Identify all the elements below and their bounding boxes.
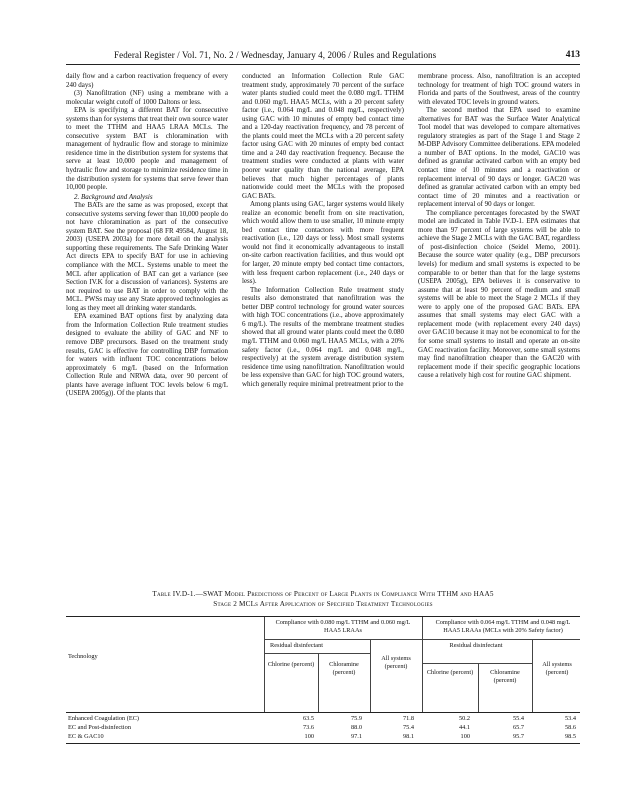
table-row (66, 724, 580, 733)
data-table (66, 616, 580, 747)
value-cell: 63.5 (302, 715, 314, 722)
residual-disinfectant-header: Residual disinfectant (270, 642, 323, 649)
value-cell: 55.4 (512, 715, 524, 722)
section-subheading: 2. Background and Analysis (74, 192, 153, 201)
value-cell: 44.1 (458, 724, 470, 731)
paragraph: (3) Nanofiltration (NF) using a membrane with a molecular weight cutoff of 1000 Daltons or less. (66, 89, 228, 106)
table-caption-line-2: Stage 2 MCLs After Application of Specified Treatment Technologies (213, 600, 433, 608)
value-cell: 75.4 (402, 724, 414, 731)
value-cell: 53.4 (564, 715, 576, 722)
paragraph: EPA is specifying a different BAT for consecutive systems than for systems that treat their own source water to meet the TTHM and HAA5 LRAA MCLs. The consecutive system BAT is chloramination with management of hydraulic flow and storage to minimize residence time in the distribution system for systems that serve at least 10,000 people and management of hydraulic flow and storage to minimize residence time in the distribution system for systems that serve fewer than 10,000 people. (66, 106, 228, 192)
paragraph: daily flow and a carbon reactivation frequency of every 240 days) (66, 72, 228, 89)
paragraph: The BATs are the same as was proposed, except that consecutive systems serving fewer than 10,000 people do not have chloramination as part of the consecutive system BAT. See the proposal (68 FR 49584, August 18, 2003) (USEPA 2003a) for more detail on the analysis supporting these requirements. The Safe Drinking Water Act directs EPA to specify BAT for use in achieving compliance with the MCL. Systems unable to meet the MCL after application of BAT can get a variance (see Section IV.K for a discussion of variances). Systems are not required to use BAT in order to comply with the MCL. PWSs may use any State approved technologies as long as they meet all drinking water standards. (66, 201, 228, 312)
paragraph: Among plants using GAC, larger systems would likely realize an economic benefit from on site reactivation, which would allow them to use smaller, 10 minute empty bed contact time contactors with more frequent reactivation (i.e., 120 days or less). Most small systems would not find it economically advantageous to install on-site carbon reactivation facilities, and thus would opt for larger, 20 minute empty bed contact time contactors, with less frequent carbon replacement (i.e., 240 days or less). (242, 200, 404, 286)
column-1 (66, 72, 228, 584)
technology-cell: Enhanced Coagulation (EC) (68, 715, 139, 722)
table-body (66, 713, 580, 747)
column-divider (370, 639, 371, 712)
technology-cell: EC & GAC10 (68, 733, 104, 740)
paragraph: The compliance percentages forecasted by the SWAT model are indicated in Table IV.D-1. EPA estimates that more than 97 percent of large systems will be able to achieve the Stage 2 MCLs with the GAC BAT, regardless of post-disinfection choice (Seidel Memo, 2001). Because the source water quality (e.g., DBP precursors levels) for medium and small systems is expected to be comparable to or better than that for the large systems (USEPA 2005g), EPA believes it is conservative to assume that at least 90 percent of medium and small systems will be able to meet the Stage 2 MCLs if they were to apply one of the proposed GAC BATs. EPA assumes that small systems may elect GAC with a replacement mode (with replacement every 240 days) over GAC10 because it may not be economical to for the for some small systems to install and operate an on-site GAC reactivation facility. Moreover, some small systems may find nanofiltration cheaper than the GAC20 with replacement mode if their specific geographic locations cause a relatively high cost for routine GAC shipment. (418, 208, 580, 380)
column-2 (242, 72, 404, 584)
value-cell: 75.9 (350, 715, 362, 722)
value-cell: 58.6 (564, 724, 576, 731)
table-caption (66, 589, 580, 609)
paragraph: The second method that EPA used to examine alternatives for BAT was the Surface Water Analytical Tool model that was developed to compare alternatives regulatory strategies as part of the Stage 1 and Stage 2 M-DBP Advisory Committee deliberations. EPA modeled a number of BAT options. In the model, GAC10 was defined as granular activated carbon with an empty bed contact time of 10 minutes and a reactivation or replacement interval of 90 days or longer. GAC20 was defined as granular activated carbon with an empty bed contact time of 20 minutes and a reactivation or replacement interval of 90 days or longer. (418, 106, 580, 209)
body-columns (66, 72, 580, 584)
paragraph: EPA examined BAT options first by analyzing data from the Information Collection Rule treatment studies designed to evaluate the ability of GAC and NF to remove DBP precursors. Based on the treatment study results, GAC is effective for controlling DBP formation for waters with influent TOC concentrations below approximately 6 mg/L (based on the Information Collection Rule and NRWA data, over 90 percent of plants have average influent TOC levels below 6 mg/L (USEPA 2005g)). Of the plants that (66, 312, 228, 398)
value-cell: 73.6 (302, 724, 314, 731)
header-rule (264, 653, 370, 654)
technology-cell: EC and Post-disinfection (68, 724, 131, 731)
all-systems-header: All systems (percent) (381, 655, 411, 670)
table-caption-line-1: Table IV.D-1.—SWAT Model Predictions of Percent of Large Plants in Compliance With TTHM and HAA5 (152, 590, 494, 598)
value-cell: 71.8 (402, 715, 414, 722)
paragraph: The Information Collection Rule treatment study results also demonstrated that nanofiltration was the better DBP control technology for ground water sources with high TOC concentrations (i.e., above approximately 6 mg/L). The results of the membrane treatment studies showed that all ground water plants could meet the 0.080 mg/L TTHM and 0.060 mg/L HAA5 MCLs, with a 20% safety factor (i.e., 0.064 mg/L and 0.048 mg/L, respectively) at the system average distribution system residence time using nanofiltration. Nanofiltration would be less expensive than GAC for high TOC ground waters, which generally require minimal pretreatment prior to the (242, 285, 404, 388)
running-title: Federal Register / Vol. 71, No. 2 / Wednesday, January 4, 2006 / Rules and Regulations (114, 50, 437, 60)
value-cell: 65.7 (512, 724, 524, 731)
group-1-header: Compliance with 0.080 mg/L TTHM and 0.060 mg/L HAA5 LRAAs (275, 619, 411, 634)
paragraph: conducted an Information Collection Rule GAC treatment study, approximately 70 percent of the surface water plants studied could meet the 0.080 mg/L TTHM and 0.060 mg/L HAA5 MCLs, with a 20 percent safety factor (i.e., 0.064 mg/L and 0.048 mg/L, respectively) using GAC with 10 minutes of empty bed contact time and a 120-day reactivation frequency, and 78 percent of the plants could meet the MCLs with a 20 percent safety factor using GAC with 20 minutes of empty bed contact time and a 240 day reactivation frequency. Because the treatment studies were conducted at plants with water poorer water quality than the national average, EPA believes that much higher percentages of plants nationwide could meet the MCLs with the proposed GAC BATs. (242, 72, 404, 200)
table-row (66, 733, 580, 742)
all-systems-header-2: All systems (percent) (542, 661, 572, 676)
table-row (66, 715, 580, 724)
page-header (66, 50, 580, 65)
column-divider (422, 617, 423, 712)
value-cell: 97.1 (350, 733, 362, 740)
paragraph: membrane process. Also, nanofiltration is an accepted technology for treatment of high TOC ground waters in Florida and parts of the Southwest, areas of the country with elevated TOC levels in ground waters. (418, 72, 580, 106)
column-divider (532, 639, 533, 712)
value-cell: 100 (304, 733, 314, 740)
chlorine-header: Chlorine (percent) (267, 661, 315, 668)
table-bottom-rule (66, 743, 580, 744)
column-divider (264, 617, 265, 712)
group-2-header: Compliance with 0.064 mg/L TTHM and 0.048 mg/L HAA5 LRAAs (MCLs with 20% Safety factor) (435, 619, 571, 634)
table-header (66, 616, 580, 713)
value-cell: 100 (460, 733, 470, 740)
page-number: 413 (565, 50, 580, 60)
column-divider (478, 663, 479, 712)
residual-disinfectant-header-2: Residual disinfectant (449, 642, 503, 649)
chloramine-header-2: Chloramine (percent) (490, 669, 520, 684)
value-cell: 98.5 (564, 733, 576, 740)
value-cell: 95.7 (512, 733, 524, 740)
chlorine-header-2: Chlorine (percent) (426, 669, 474, 676)
value-cell: 88.0 (350, 724, 362, 731)
column-3 (418, 72, 580, 584)
value-cell: 98.1 (402, 733, 414, 740)
header-rule (422, 663, 532, 664)
chloramine-header: Chloramine (percent) (329, 661, 359, 676)
value-cell: 50.2 (458, 715, 470, 722)
technology-header: Technology (68, 653, 98, 660)
column-divider (318, 653, 319, 712)
